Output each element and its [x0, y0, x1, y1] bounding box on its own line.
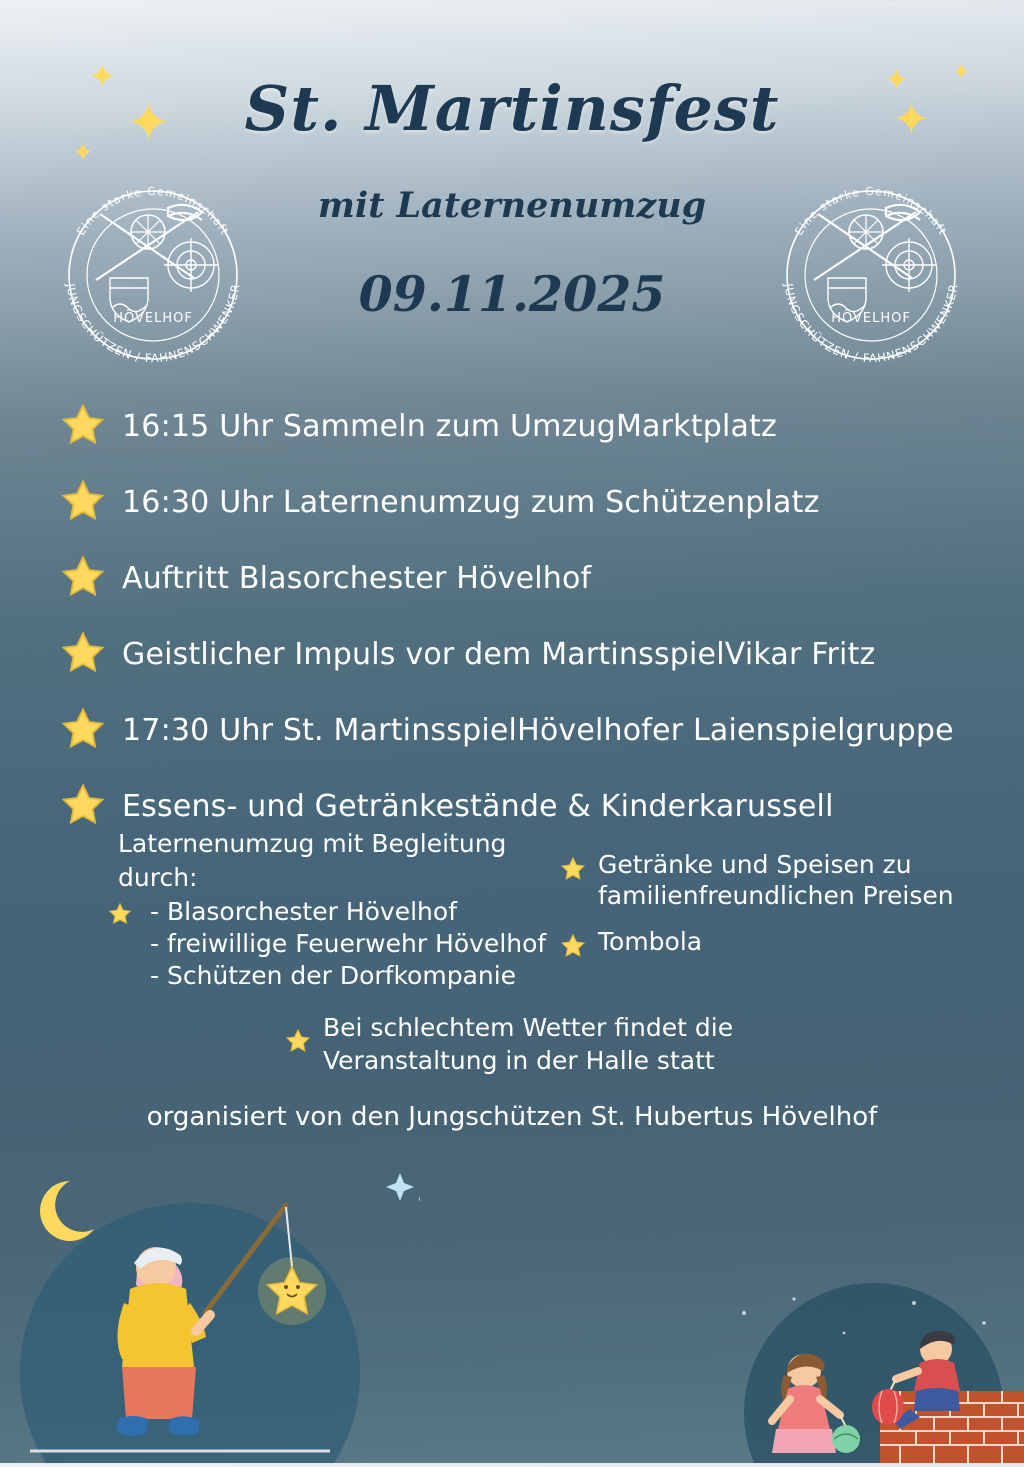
sparkle-icon: ✦	[892, 92, 931, 146]
svg-text:HÖVELHOF: HÖVELHOF	[113, 311, 193, 326]
program-item-note: Hövelhofer Laienspielgruppe	[517, 712, 954, 748]
star-icon	[108, 902, 132, 934]
poster-subtitle: mit Laternenumzug	[317, 185, 707, 226]
accompaniment-item: - Schützen der Dorfkompanie	[150, 961, 517, 990]
star-icon	[60, 706, 106, 756]
sparkle-icon: ✦	[952, 60, 971, 85]
offer-item-label: Tombola	[598, 927, 703, 956]
program-item-label: Geistlicher Impuls vor dem Martinsspiel	[122, 636, 725, 672]
illustration-child-with-lantern	[0, 1163, 420, 1463]
program-item	[60, 780, 970, 832]
program-item-label: Auftritt Blasorchester Hövelhof	[122, 560, 592, 596]
club-logo-right	[766, 170, 976, 380]
illustration-children-wall	[684, 1283, 1024, 1463]
sparkle-icon: ✦	[72, 138, 94, 168]
svg-text:Eine starke Gemeinschaft: Eine starke Gemeinschaft	[792, 184, 950, 238]
svg-text:Eine starke Gemeinschaft: Eine starke Gemeinschaft	[74, 184, 232, 238]
star-icon	[560, 856, 586, 890]
sparkle-icon: ✦	[126, 91, 172, 154]
weather-note	[285, 1012, 753, 1077]
star-icon	[285, 1028, 311, 1063]
poster-title: St. Martinsfest	[244, 72, 780, 145]
accompaniment-block	[118, 828, 548, 992]
star-icon	[60, 782, 106, 832]
program-item-label: 17:30 Uhr St. Martinsspiel	[122, 712, 518, 748]
offer-item-label: Getränke und Speisen zu familienfreundlichen Preisen	[598, 850, 954, 910]
poster-date: 09.11.2025	[358, 265, 666, 323]
program-item-label: 16:15 Uhr Sammeln zum Umzug	[122, 408, 616, 444]
svg-text:JUNGSCHÜTZEN / FAHNENSCHWENKER: JUNGSCHÜTZEN / FAHNENSCHWENKER	[781, 282, 961, 366]
accompaniment-heading-line2: durch:	[118, 863, 198, 892]
star-icon	[60, 402, 106, 452]
program-item-label: 16:30 Uhr Laternenumzug zum Schützenplatz	[122, 484, 820, 520]
accompaniment-item: - freiwillige Feuerwehr Hövelhof	[150, 929, 547, 958]
program-item-label: Essens- und Getränkestände & Kinderkarussell	[122, 788, 834, 824]
program-item	[60, 400, 970, 452]
program-item	[60, 552, 970, 604]
star-icon	[60, 478, 106, 528]
program-item	[60, 628, 970, 680]
sparkle-icon: ✦	[884, 63, 910, 98]
accompaniment-item: - Blasorchester Hövelhof	[150, 897, 457, 926]
program-item	[60, 704, 970, 756]
accompaniment-heading-line1: Laternenumzug mit Begleitung	[118, 829, 507, 858]
sparkle-icon: ✦	[88, 57, 117, 97]
accompaniment-list	[118, 896, 548, 992]
star-icon	[560, 933, 586, 967]
program-list	[60, 400, 970, 856]
organiser-line: organisiert von den Jungschützen St. Hubertus Hövelhof	[146, 1102, 878, 1132]
star-icon	[60, 554, 106, 604]
program-item-note: Marktplatz	[615, 408, 777, 444]
offer-item	[560, 927, 980, 967]
weather-note-label: Bei schlechtem Wetter findet die Veranstaltung in der Halle statt	[323, 1013, 734, 1075]
offers-block	[560, 850, 980, 983]
svg-text:JUNGSCHÜTZEN / FAHNENSCHWENKER: JUNGSCHÜTZEN / FAHNENSCHWENKER	[63, 282, 243, 366]
program-item	[60, 476, 970, 528]
svg-text:HÖVELHOF: HÖVELHOF	[831, 311, 911, 326]
offer-item	[560, 850, 980, 911]
club-logo-left	[48, 170, 258, 380]
star-icon	[60, 630, 106, 680]
program-item-note: Vikar Fritz	[724, 636, 876, 672]
